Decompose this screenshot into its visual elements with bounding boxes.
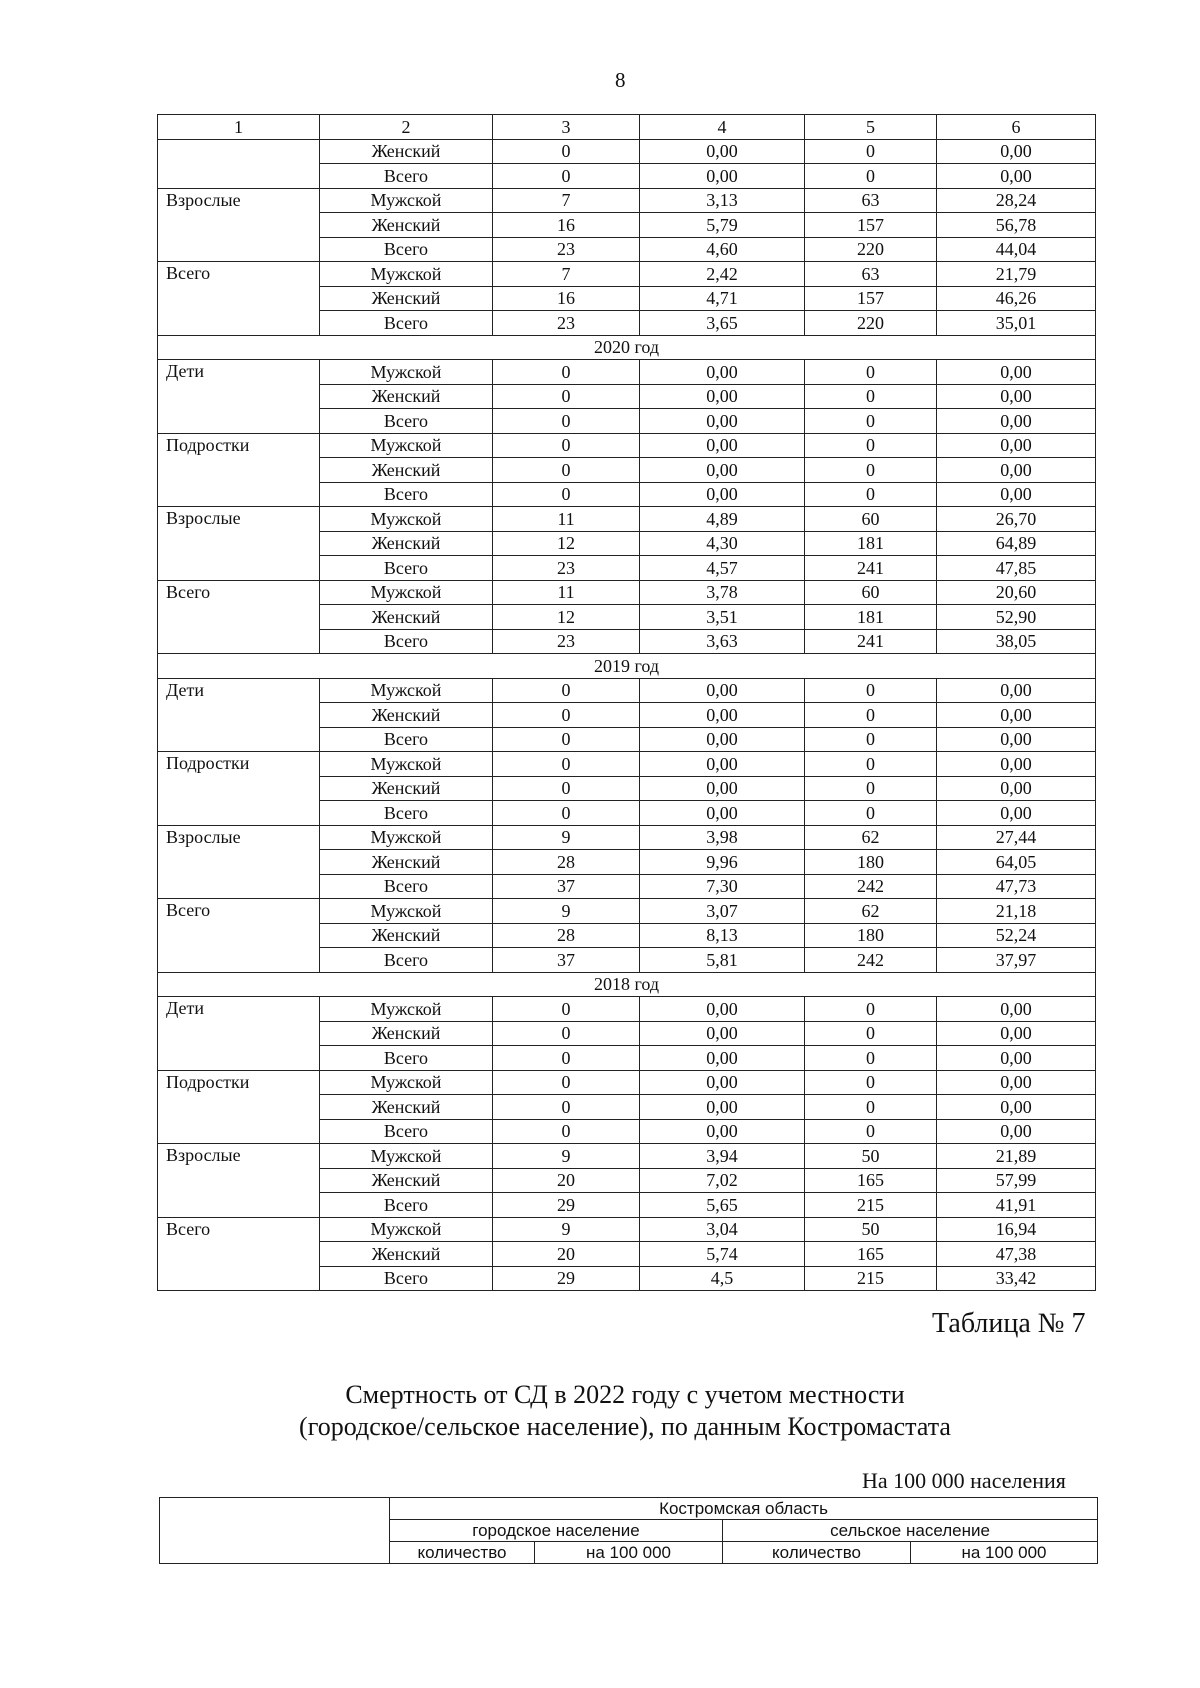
year-label: 2020 год <box>158 335 1096 360</box>
table-row <box>158 262 1096 287</box>
count-cell: 242 <box>805 948 937 973</box>
count-cell: 0 <box>805 164 937 189</box>
group-cell: Дети <box>158 360 320 434</box>
rate-cell: 3,98 <box>640 825 805 850</box>
rate-cell: 21,79 <box>937 262 1096 287</box>
sex-cell: Женский <box>320 605 493 630</box>
rate-cell: 0,00 <box>937 164 1096 189</box>
table7-header <box>159 1497 1098 1564</box>
group-cell <box>158 139 320 188</box>
rate-cell: 27,44 <box>937 825 1096 850</box>
sex-cell: Всего <box>320 727 493 752</box>
rate-cell: 16,94 <box>937 1217 1096 1242</box>
rate-cell: 4,5 <box>640 1266 805 1291</box>
sex-cell: Мужской <box>320 825 493 850</box>
sex-cell: Женский <box>320 213 493 238</box>
count-cell: 0 <box>805 997 937 1022</box>
rate-cell: 20,60 <box>937 580 1096 605</box>
sex-cell: Всего <box>320 409 493 434</box>
sex-cell: Всего <box>320 237 493 262</box>
rate-cell: 0,00 <box>640 727 805 752</box>
rate-cell: 26,70 <box>937 507 1096 532</box>
rate-cell: 0,00 <box>640 409 805 434</box>
rate-cell: 0,00 <box>937 1021 1096 1046</box>
rate-cell: 5,65 <box>640 1193 805 1218</box>
table7-unit: На 100 000 населения <box>862 1468 1066 1493</box>
sex-cell: Всего <box>320 801 493 826</box>
group-cell: Подростки <box>158 433 320 507</box>
count-cell: 23 <box>493 629 640 654</box>
rate-cell: 33,42 <box>937 1266 1096 1291</box>
count-cell: 180 <box>805 923 937 948</box>
count-cell: 0 <box>805 433 937 458</box>
sex-cell: Всего <box>320 629 493 654</box>
rate-cell: 3,51 <box>640 605 805 630</box>
count-cell: 9 <box>493 1144 640 1169</box>
count-cell: 0 <box>493 752 640 777</box>
year-row <box>158 654 1096 679</box>
page-number: 8 <box>615 68 626 92</box>
rate-cell: 3,65 <box>640 311 805 336</box>
group-cell: Всего <box>158 580 320 654</box>
count-cell: 12 <box>493 605 640 630</box>
count-cell: 0 <box>493 727 640 752</box>
group-cell: Всего <box>158 1217 320 1291</box>
rate-cell: 0,00 <box>937 1095 1096 1120</box>
count-cell: 29 <box>493 1193 640 1218</box>
table-row <box>158 433 1096 458</box>
sex-cell: Женский <box>320 384 493 409</box>
count-cell: 0 <box>493 703 640 728</box>
table7-rural-count: количество <box>723 1542 911 1564</box>
rate-cell: 21,89 <box>937 1144 1096 1169</box>
rate-cell: 64,05 <box>937 850 1096 875</box>
column-header-3: 3 <box>493 115 640 140</box>
column-header-1: 1 <box>158 115 320 140</box>
sex-cell: Мужской <box>320 507 493 532</box>
sex-cell: Женский <box>320 1021 493 1046</box>
sex-cell: Всего <box>320 311 493 336</box>
year-label: 2018 год <box>158 972 1096 997</box>
table7-region: Костромская область <box>390 1498 1098 1520</box>
count-cell: 0 <box>493 776 640 801</box>
rate-cell: 56,78 <box>937 213 1096 238</box>
rate-cell: 0,00 <box>937 139 1096 164</box>
table7-urban-per100k: на 100 000 <box>535 1542 723 1564</box>
column-header-2: 2 <box>320 115 493 140</box>
mortality-table <box>157 114 1096 1291</box>
rate-cell: 0,00 <box>640 384 805 409</box>
sex-cell: Всего <box>320 482 493 507</box>
count-cell: 215 <box>805 1193 937 1218</box>
count-cell: 7 <box>493 262 640 287</box>
count-cell: 28 <box>493 923 640 948</box>
count-cell: 181 <box>805 531 937 556</box>
count-cell: 0 <box>805 1095 937 1120</box>
count-cell: 0 <box>493 1046 640 1071</box>
rate-cell: 52,24 <box>937 923 1096 948</box>
rate-cell: 37,97 <box>937 948 1096 973</box>
count-cell: 0 <box>493 1095 640 1120</box>
group-cell: Дети <box>158 997 320 1071</box>
count-cell: 23 <box>493 556 640 581</box>
count-cell: 0 <box>805 752 937 777</box>
sex-cell: Женский <box>320 923 493 948</box>
count-cell: 60 <box>805 580 937 605</box>
rate-cell: 4,89 <box>640 507 805 532</box>
rate-cell: 0,00 <box>640 360 805 385</box>
sex-cell: Мужской <box>320 752 493 777</box>
sex-cell: Мужской <box>320 360 493 385</box>
sex-cell: Всего <box>320 556 493 581</box>
rate-cell: 0,00 <box>937 360 1096 385</box>
count-cell: 0 <box>493 409 640 434</box>
rate-cell: 0,00 <box>640 678 805 703</box>
sex-cell: Мужской <box>320 262 493 287</box>
rate-cell: 0,00 <box>640 1095 805 1120</box>
rate-cell: 0,00 <box>937 482 1096 507</box>
group-cell: Подростки <box>158 1070 320 1144</box>
rate-cell: 0,00 <box>640 776 805 801</box>
count-cell: 7 <box>493 188 640 213</box>
rate-cell: 3,94 <box>640 1144 805 1169</box>
sex-cell: Женский <box>320 1095 493 1120</box>
column-header-5: 5 <box>805 115 937 140</box>
count-cell: 20 <box>493 1168 640 1193</box>
count-cell: 181 <box>805 605 937 630</box>
table7-rural: сельское население <box>723 1520 1098 1542</box>
rate-cell: 8,13 <box>640 923 805 948</box>
rate-cell: 5,74 <box>640 1242 805 1267</box>
rate-cell: 0,00 <box>937 384 1096 409</box>
rate-cell: 41,91 <box>937 1193 1096 1218</box>
rate-cell: 7,02 <box>640 1168 805 1193</box>
rate-cell: 0,00 <box>640 139 805 164</box>
rate-cell: 3,78 <box>640 580 805 605</box>
count-cell: 0 <box>805 1070 937 1095</box>
count-cell: 0 <box>805 409 937 434</box>
count-cell: 0 <box>493 1021 640 1046</box>
count-cell: 0 <box>493 997 640 1022</box>
count-cell: 242 <box>805 874 937 899</box>
count-cell: 63 <box>805 188 937 213</box>
sex-cell: Мужской <box>320 580 493 605</box>
rate-cell: 0,00 <box>937 703 1096 728</box>
rate-cell: 46,26 <box>937 286 1096 311</box>
table-row <box>158 139 1096 164</box>
sex-cell: Женский <box>320 286 493 311</box>
count-cell: 29 <box>493 1266 640 1291</box>
count-cell: 0 <box>493 433 640 458</box>
count-cell: 62 <box>805 825 937 850</box>
count-cell: 16 <box>493 286 640 311</box>
group-cell: Взрослые <box>158 188 320 262</box>
table7-urban-count: количество <box>390 1542 535 1564</box>
rate-cell: 57,99 <box>937 1168 1096 1193</box>
rate-cell: 3,07 <box>640 899 805 924</box>
rate-cell: 0,00 <box>937 1070 1096 1095</box>
count-cell: 11 <box>493 580 640 605</box>
rate-cell: 0,00 <box>937 997 1096 1022</box>
count-cell: 23 <box>493 311 640 336</box>
rate-cell: 0,00 <box>937 678 1096 703</box>
count-cell: 0 <box>805 801 937 826</box>
year-label: 2019 год <box>158 654 1096 679</box>
rate-cell: 4,57 <box>640 556 805 581</box>
sex-cell: Женский <box>320 850 493 875</box>
count-cell: 11 <box>493 507 640 532</box>
rate-cell: 52,90 <box>937 605 1096 630</box>
rate-cell: 0,00 <box>640 164 805 189</box>
rate-cell: 0,00 <box>937 727 1096 752</box>
rate-cell: 0,00 <box>937 409 1096 434</box>
table-row <box>158 752 1096 777</box>
count-cell: 0 <box>805 139 937 164</box>
rate-cell: 0,00 <box>640 1119 805 1144</box>
table7-title-line2: (городское/сельское население), по данным Костромастата <box>299 1412 951 1441</box>
rate-cell: 2,42 <box>640 262 805 287</box>
rate-cell: 0,00 <box>640 1021 805 1046</box>
sex-cell: Мужской <box>320 1144 493 1169</box>
rate-cell: 0,00 <box>640 433 805 458</box>
rate-cell: 35,01 <box>937 311 1096 336</box>
count-cell: 9 <box>493 1217 640 1242</box>
table7-urban: городское население <box>390 1520 723 1542</box>
count-cell: 0 <box>493 678 640 703</box>
count-cell: 28 <box>493 850 640 875</box>
count-cell: 157 <box>805 286 937 311</box>
count-cell: 0 <box>805 703 937 728</box>
count-cell: 220 <box>805 311 937 336</box>
sex-cell: Мужской <box>320 1217 493 1242</box>
count-cell: 20 <box>493 1242 640 1267</box>
count-cell: 62 <box>805 899 937 924</box>
count-cell: 0 <box>493 360 640 385</box>
table-row <box>158 1070 1096 1095</box>
table-row <box>158 580 1096 605</box>
table-row <box>158 825 1096 850</box>
rate-cell: 3,13 <box>640 188 805 213</box>
group-cell: Дети <box>158 678 320 752</box>
rate-cell: 0,00 <box>640 1070 805 1095</box>
rate-cell: 0,00 <box>937 801 1096 826</box>
rate-cell: 28,24 <box>937 188 1096 213</box>
count-cell: 9 <box>493 899 640 924</box>
count-cell: 241 <box>805 556 937 581</box>
group-cell: Всего <box>158 262 320 336</box>
rate-cell: 3,63 <box>640 629 805 654</box>
sex-cell: Мужской <box>320 1070 493 1095</box>
rate-cell: 38,05 <box>937 629 1096 654</box>
sex-cell: Мужской <box>320 678 493 703</box>
count-cell: 0 <box>805 482 937 507</box>
group-cell: Взрослые <box>158 1144 320 1218</box>
rate-cell: 0,00 <box>640 458 805 483</box>
count-cell: 12 <box>493 531 640 556</box>
count-cell: 215 <box>805 1266 937 1291</box>
sex-cell: Женский <box>320 531 493 556</box>
sex-cell: Женский <box>320 1242 493 1267</box>
sex-cell: Женский <box>320 776 493 801</box>
table-row <box>158 899 1096 924</box>
count-cell: 0 <box>805 384 937 409</box>
table-header-row <box>158 115 1096 140</box>
count-cell: 0 <box>493 164 640 189</box>
sex-cell: Мужской <box>320 433 493 458</box>
column-header-4: 4 <box>640 115 805 140</box>
group-cell: Взрослые <box>158 507 320 581</box>
table7-rural-per100k: на 100 000 <box>911 1542 1098 1564</box>
rate-cell: 0,00 <box>640 1046 805 1071</box>
rate-cell: 0,00 <box>937 433 1096 458</box>
count-cell: 0 <box>493 801 640 826</box>
group-cell: Всего <box>158 899 320 973</box>
table-row <box>158 507 1096 532</box>
sex-cell: Женский <box>320 703 493 728</box>
table-row <box>158 1144 1096 1169</box>
count-cell: 180 <box>805 850 937 875</box>
count-cell: 37 <box>493 948 640 973</box>
count-cell: 0 <box>493 1119 640 1144</box>
sex-cell: Женский <box>320 1168 493 1193</box>
rate-cell: 0,00 <box>937 1046 1096 1071</box>
sex-cell: Мужской <box>320 188 493 213</box>
rate-cell: 0,00 <box>640 997 805 1022</box>
sex-cell: Всего <box>320 1119 493 1144</box>
sex-cell: Женский <box>320 139 493 164</box>
count-cell: 63 <box>805 262 937 287</box>
table7-number: Таблица № 7 <box>932 1308 1086 1339</box>
table-row <box>158 188 1096 213</box>
table7-title-line1: Смертность от СД в 2022 году с учетом местности <box>345 1380 905 1409</box>
group-cell: Подростки <box>158 752 320 826</box>
count-cell: 220 <box>805 237 937 262</box>
count-cell: 9 <box>493 825 640 850</box>
count-cell: 23 <box>493 237 640 262</box>
rate-cell: 64,89 <box>937 531 1096 556</box>
rate-cell: 4,71 <box>640 286 805 311</box>
count-cell: 0 <box>805 727 937 752</box>
rate-cell: 5,79 <box>640 213 805 238</box>
table-row <box>158 360 1096 385</box>
rate-cell: 44,04 <box>937 237 1096 262</box>
count-cell: 0 <box>805 360 937 385</box>
count-cell: 0 <box>493 384 640 409</box>
table7-blank-cell <box>160 1498 390 1564</box>
rate-cell: 47,38 <box>937 1242 1096 1267</box>
rate-cell: 5,81 <box>640 948 805 973</box>
count-cell: 50 <box>805 1144 937 1169</box>
count-cell: 0 <box>805 1021 937 1046</box>
rate-cell: 0,00 <box>640 752 805 777</box>
rate-cell: 47,73 <box>937 874 1096 899</box>
table-row <box>158 1217 1096 1242</box>
count-cell: 157 <box>805 213 937 238</box>
count-cell: 0 <box>805 776 937 801</box>
count-cell: 241 <box>805 629 937 654</box>
rate-cell: 0,00 <box>640 482 805 507</box>
year-row <box>158 335 1096 360</box>
group-cell: Взрослые <box>158 825 320 899</box>
rate-cell: 0,00 <box>937 1119 1096 1144</box>
sex-cell: Мужской <box>320 997 493 1022</box>
count-cell: 165 <box>805 1168 937 1193</box>
rate-cell: 4,60 <box>640 237 805 262</box>
count-cell: 0 <box>805 1046 937 1071</box>
year-row <box>158 972 1096 997</box>
count-cell: 60 <box>805 507 937 532</box>
table-row <box>158 997 1096 1022</box>
count-cell: 0 <box>805 678 937 703</box>
count-cell: 0 <box>805 458 937 483</box>
count-cell: 16 <box>493 213 640 238</box>
count-cell: 0 <box>805 1119 937 1144</box>
rate-cell: 0,00 <box>640 801 805 826</box>
sex-cell: Всего <box>320 874 493 899</box>
rate-cell: 0,00 <box>640 703 805 728</box>
rate-cell: 21,18 <box>937 899 1096 924</box>
count-cell: 0 <box>493 1070 640 1095</box>
count-cell: 165 <box>805 1242 937 1267</box>
table-row <box>158 678 1096 703</box>
count-cell: 0 <box>493 458 640 483</box>
sex-cell: Всего <box>320 1193 493 1218</box>
rate-cell: 4,30 <box>640 531 805 556</box>
sex-cell: Мужской <box>320 899 493 924</box>
count-cell: 37 <box>493 874 640 899</box>
rate-cell: 0,00 <box>937 458 1096 483</box>
rate-cell: 9,96 <box>640 850 805 875</box>
rate-cell: 47,85 <box>937 556 1096 581</box>
column-header-6: 6 <box>937 115 1096 140</box>
rate-cell: 0,00 <box>937 776 1096 801</box>
count-cell: 50 <box>805 1217 937 1242</box>
rate-cell: 3,04 <box>640 1217 805 1242</box>
sex-cell: Всего <box>320 948 493 973</box>
count-cell: 0 <box>493 482 640 507</box>
count-cell: 0 <box>493 139 640 164</box>
sex-cell: Всего <box>320 164 493 189</box>
rate-cell: 0,00 <box>937 752 1096 777</box>
sex-cell: Всего <box>320 1046 493 1071</box>
rate-cell: 7,30 <box>640 874 805 899</box>
sex-cell: Женский <box>320 458 493 483</box>
sex-cell: Всего <box>320 1266 493 1291</box>
